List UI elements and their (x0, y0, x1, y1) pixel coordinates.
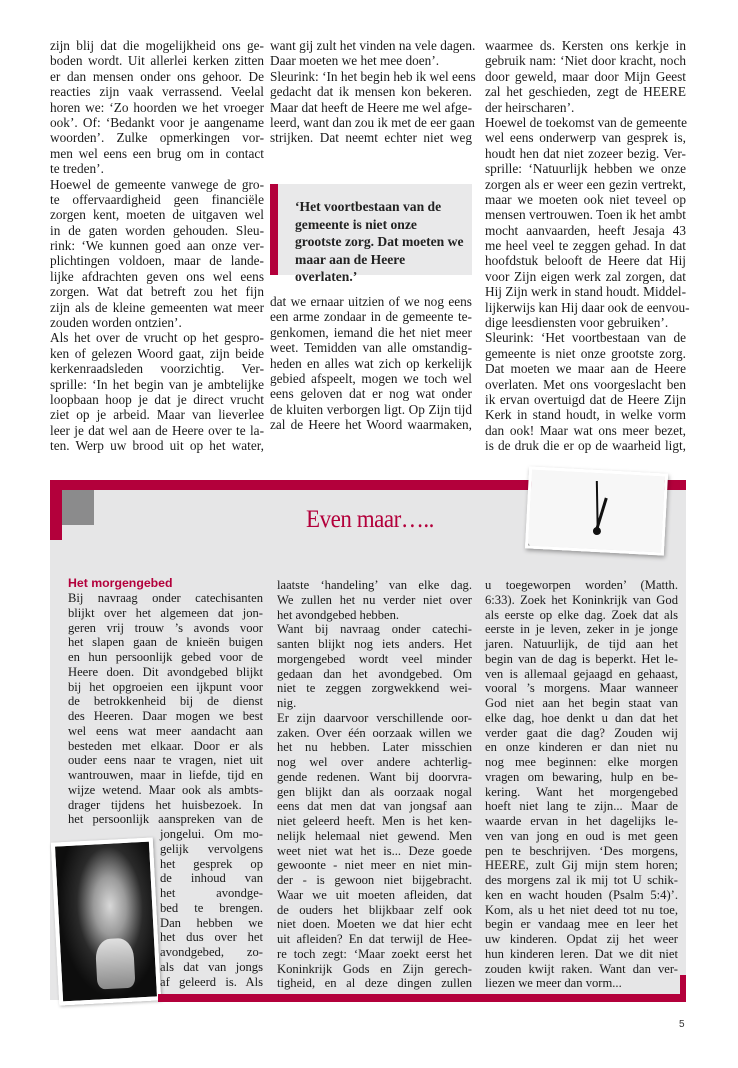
text-line: men wel eens een brug om in contact (50, 145, 264, 161)
text-line: door geweld, maar door Mijn Geest (485, 68, 686, 84)
paragraph (485, 38, 686, 115)
paragraph (277, 622, 472, 711)
text-line: overlaten. Met ons voorgeslacht ben (485, 376, 686, 392)
text-line: avondgebed, zo- (160, 945, 263, 959)
text-line: Als het over de vrucht op het gespro- (50, 330, 264, 346)
feature-bottom-bar (158, 994, 686, 1002)
paragraph (270, 294, 472, 433)
text-line: zaken. Over één oorzaak willen we (277, 725, 472, 740)
praying-girl-photo (51, 837, 161, 1005)
text-line: het avondgebed hebben. (277, 607, 400, 622)
text-line: Kom, als u het niet deed tot nu toe, (485, 902, 678, 917)
text-line: Daar moeten we het mee doen’. (270, 53, 440, 69)
text-line: als eerste op elke dag. Zoek dat als (485, 607, 678, 622)
text-line: zal het geschieden, zegt de HEERE (485, 84, 686, 100)
text-line: lijkerwijs kan Hij daar ook de eenvou- (485, 299, 690, 315)
page-number: 5 (679, 1019, 685, 1030)
text-line: genkomen, iemand die het niet meer (270, 324, 472, 340)
text-line: bij het opgroeien een ijkpunt voor (68, 679, 263, 694)
text-line: nog wel over andere achterlig- (277, 755, 472, 769)
paragraph (68, 591, 263, 827)
text-line: te offervaardigheid geen financiële (50, 191, 264, 207)
text-line: het slapen gaan de knieën buigen (68, 635, 263, 650)
text-line: bed te brengen. (160, 900, 263, 915)
text-line: hun kinderen leren. Dat we dit niet (485, 946, 678, 961)
text-line: de kluiten verborgen ligt. Op Zijn tijd (270, 401, 472, 417)
text-line: gebruik nam: ‘Niet door kracht, noch (485, 53, 686, 69)
paragraph (485, 114, 690, 331)
text-line: plichtingen voldoen, maar de lande- (50, 253, 264, 269)
text-line: vragen om bewaring, hulp en be- (485, 769, 678, 784)
text-line: boden wordt. Uit allerlei kerken zitten (50, 53, 264, 69)
text-line: morgengebed wordt veel minder (277, 651, 472, 666)
text-line: des Heeren. Daar mogen we best (68, 709, 263, 723)
text-line: u toegeworpen worden’ (Matth. (485, 578, 678, 592)
text-line: re toch zegt: ‘Maar zoekt eerst het (277, 946, 472, 961)
text-line: te treden’. (50, 161, 104, 177)
text-line: laatste ‘handeling’ van elke dag. (277, 578, 472, 592)
text-line: waarde ervan in het dagelijks le- (485, 814, 678, 828)
text-line: strijken. Dat neemt echter niet weg (270, 130, 472, 146)
text-line: Sleurink: ‘In het begin heb ik wel eens (270, 68, 476, 84)
text-line: er dan mensen onder ons gehoor. De (50, 68, 264, 84)
text-line: rink: ‘We kunnen goed aan onze ver- (50, 238, 264, 254)
text-line: het avondge- (160, 886, 263, 900)
text-line: Dan hebben we (160, 915, 263, 930)
text-line: begin er vandaag mee en leer het (485, 917, 678, 932)
text-line: geren vrij trouw ’s avonds voor (68, 620, 263, 635)
text-line: mensen vertrouwen. Toen ik het ambt (485, 207, 686, 223)
text-line: uw kinderen. Opdat zij het weer (485, 932, 678, 946)
text-line: besteden met elkaar. Door er als (68, 738, 263, 753)
paragraph (277, 711, 472, 991)
text-line: santen blijkt nog iets anders. Het (277, 637, 472, 651)
text-line: Hoewel de toekomst van de gemeente (485, 114, 687, 130)
text-line: hoeft niet lang te zijn... Maar de (485, 799, 678, 814)
text-line: zorgen kent, moeten de uitgaven wel (50, 207, 264, 223)
feature-gray-square (62, 490, 94, 525)
text-line: nelijk helemaal niet gewend. Men (277, 828, 472, 843)
text-line: weet. Temidden van alle omstandig- (270, 340, 472, 356)
text-line: leerd, want dan zou ik met de eer gaan (270, 114, 475, 130)
text-line: nig. (277, 696, 297, 710)
text-line: HEERE, zult Gij mijn stem horen; (485, 858, 678, 873)
text-line: dat we ernaar uitzien of we nog eens (270, 294, 472, 309)
article-column-1 (50, 38, 264, 454)
feature-heading: Het morgengebed (68, 576, 173, 590)
paragraph (50, 330, 264, 453)
text-line: zouden kwijt raken. Want dan ver- (485, 961, 678, 976)
pull-quote-text: ‘Het voortbestaan van de gemeente is niet onze grootste zorg. Dat moeten we maar aan de Heere overlaten.’ (295, 199, 464, 284)
text-line: kerkenraadsleden voorzichtig. Ver- (50, 361, 264, 377)
text-line: jongelui. Om mo- (160, 827, 263, 841)
text-line: ken en wacht houden (Psalm 5:4)’. (485, 887, 678, 902)
text-line: ven is allemaal gejaagd en gehaast, (485, 666, 678, 681)
text-line: Sleurink: ‘Het voortbestaan van de (485, 330, 686, 346)
text-line: der - is gewoon niet bijgebracht. (277, 873, 472, 887)
text-line: als dat van jongs (160, 959, 263, 974)
text-line: loopbaan hoop je dat je direct vrucht (50, 391, 264, 407)
text-line: gemeente is niet onze grootste zorg. (485, 345, 686, 361)
article-column-3 (485, 38, 690, 454)
text-line: zal de Heere het Woord waarmaken, (270, 417, 472, 433)
pull-quote-accent-bar (270, 184, 278, 275)
text-line: weet niet wat het is... Deze goede (277, 843, 472, 858)
text-line: en hun persoonlijk gebed voor de (68, 650, 263, 664)
text-line: dige leesdiensten voor gebruiken’. (485, 315, 669, 331)
paragraph (277, 578, 472, 622)
text-line: God niet aan het begin staat van (485, 696, 678, 710)
text-line: elke dag, hoe denkt u dan dat het (485, 710, 678, 725)
text-line: het persoonlijk aanspreken van de (68, 812, 263, 827)
text-line: wel eens onderwerp van gesprek is, (485, 130, 686, 146)
text-line: de ouders het blijkbaar zelf ook (277, 902, 472, 917)
text-line: We zullen het nu verder niet over (277, 592, 472, 607)
text-line: eerste in je leven, zeker in je jonge (485, 622, 678, 637)
text-line: reacties zijn vaak verrassend. Veelal (50, 84, 264, 100)
text-line: tigheid, en al deze dingen zullen (277, 976, 472, 991)
text-line: des morgens zal ik mij tot U schik- (485, 873, 678, 887)
text-line: maar we moeten ook niet teveel op (485, 191, 686, 207)
text-line: en onze kinderen er dan niet nu (485, 740, 678, 755)
text-line: kering. Want het morgengebed (485, 784, 678, 799)
text-line: niet geleerd heeft. Men is het ken- (277, 814, 472, 828)
paragraph (485, 330, 686, 453)
text-line: leer je dat wel aan de Heere over te la- (50, 422, 264, 438)
text-line: gelijk vervolgens (160, 841, 263, 856)
text-line: Hij Zijn werk in stand houdt. Middel- (485, 284, 686, 300)
text-line: zijn blij dat die mogelijkheid ons ge- (50, 38, 264, 53)
feature-column-2 (277, 578, 472, 991)
paragraph (270, 68, 476, 146)
text-line: gedacht dat ik mensen kon bekeren. (270, 84, 472, 100)
text-line: het nu hebben. Later misschien (277, 740, 472, 755)
text-line: gedaan dan het avondgebed. Om (277, 666, 472, 681)
paragraph (160, 827, 263, 989)
text-line: wantrouwen, maar in liefde, tijd en (68, 768, 263, 782)
text-line: nog mee beginnen: elke morgen (485, 755, 678, 769)
text-line: jaren. Natuurlijk, de tijd aan het (485, 637, 678, 651)
paragraph (50, 38, 264, 177)
text-line: Maar dat heeft de Heere me wel afge- (270, 99, 472, 115)
text-line: lijke afdrachten geven ons wel eens (50, 268, 264, 284)
text-line: horen we: ‘Zo hoorden we het vroeger (50, 99, 264, 115)
paragraph (485, 578, 678, 991)
paragraph (50, 177, 264, 331)
text-line: liezen we meer dan vorm... (485, 976, 622, 991)
text-line: gende redenen. Want bij doorvra- (277, 769, 472, 784)
text-line: begin van de dag is beperkt. Het le- (485, 651, 678, 666)
text-line: Dat moeten we maar aan de Heere (485, 361, 686, 377)
text-line: niet doen. Moeten we dat hier echt (277, 917, 472, 932)
text-line: houdt hen dat niet zozeer bezig. Ver- (485, 145, 686, 161)
text-line: Heere doen. Dit avondgebed blijkt (68, 664, 263, 679)
text-line: waarmee ds. Kersten ons kerkje in (485, 38, 686, 53)
text-line: af geleerd is. Als (160, 974, 263, 989)
text-line: voor Zijn eigen werk zal zorgen, dat (485, 268, 686, 284)
text-line: de betrokkenheid bij de dienst (68, 694, 263, 709)
text-line: het gesprek op (160, 856, 263, 871)
text-line: gen blijkt dan als oorzaak nogal (277, 784, 472, 799)
clock-photo (525, 466, 668, 555)
text-line: vooral ’s morgens. Maar wanneer (485, 681, 678, 696)
text-line: het dus over het (160, 930, 263, 945)
text-line: Hoewel de gemeente vanwege de gro- (50, 176, 264, 192)
text-line: pen te beschrijven. ‘Des morgens, (485, 843, 678, 858)
text-line: ziet op je arbeid. Maar van lieverlee (50, 407, 264, 423)
text-line: want gij zult het vinden na vele dagen. (270, 38, 476, 53)
text-line: heden en alles wat zich op kerkelijk (270, 355, 472, 371)
text-line: zorgen als er weer een gezin vertrekt, (485, 176, 686, 192)
text-line: Er zijn daarvoor verschillende oor- (277, 710, 472, 725)
text-line: uit afleiden? En dat terwijl de Hee- (277, 932, 472, 946)
paragraph (270, 38, 476, 69)
text-line: Waar we uit moeten afleiden, dat (277, 887, 472, 902)
text-line: me heel veel te zeggen gehad. In dat (485, 238, 686, 254)
text-line: sprille: ‘In het begin van je ambtelijke (50, 376, 264, 392)
text-line: dan ook! Maar wat ons meer bezet, (485, 422, 686, 438)
text-line: verder gaat die dag? Zouden wij (485, 725, 678, 740)
text-line: wijze wetend. Maar ook als ambts- (68, 782, 263, 797)
text-line: mocht aanvaarden, heeft Jesaja 43 (485, 222, 686, 238)
text-line: wel eens wat meer aandacht aan (68, 723, 263, 738)
text-line: ook’. Of: ‘Bedankt voor je aangename (50, 114, 264, 130)
folded-hands (95, 938, 136, 990)
text-line: 6:33). Zoek het Koninkrijk van God (485, 592, 678, 607)
text-line: woorden’. Zulke opmerkingen vor- (50, 130, 264, 146)
text-line: de inhoud van (160, 871, 263, 886)
text-line: blijkt over het algemeen dat jon- (68, 605, 263, 620)
text-line: drager tijdens het huisbezoek. In (68, 797, 263, 812)
text-line: eens dat men dat van jongsaf aan (277, 799, 472, 814)
feature-left-bar (50, 480, 62, 540)
article-column-2-bottom (270, 294, 472, 433)
text-line: ouder eens naar te vragen, niet uit (68, 753, 263, 768)
text-line: Want bij navraag onder catechi- (277, 622, 472, 637)
text-line: gebied afspeelt, mogen we toch wel (270, 370, 472, 386)
text-line: ten. Werp uw brood uit op het water, (50, 438, 264, 454)
text-line: Koninkrijk Gods en Zijn gerech- (277, 961, 472, 976)
feature-column-3 (485, 578, 678, 991)
text-line: ken of gelezen Woord gaat, zijn beide (50, 345, 264, 361)
text-line: sprille: ‘Natuurlijk hebben we onze (485, 161, 686, 177)
text-line: een arme zondaar in de gemeente te- (270, 309, 472, 325)
text-line: Kerk in stand houdt, in welke vorm (485, 407, 686, 423)
text-line: in de gaten worden gehouden. Sleu- (50, 222, 264, 238)
pull-quote (270, 184, 472, 284)
text-line: gewoonte - niet meer en niet min- (277, 858, 472, 873)
feature-right-bar (680, 975, 686, 1002)
text-line: der heirscharen’. (485, 99, 575, 115)
text-line: hoofdstuk belooft de Heere dat Hij (485, 253, 686, 269)
feature-title: Even maar….. (306, 506, 434, 533)
text-line: zorgen. Wat dat betreft zou het fijn (50, 284, 264, 300)
text-line: ven van jong en oud is met geen (485, 828, 678, 843)
text-line: niet te zeggen zorgwekkend wei- (277, 681, 472, 696)
text-line: zijn als de kleine gemeenten wat meer (50, 299, 264, 315)
text-line: zouden worden ontzien’. (50, 315, 182, 331)
article-column-2-top (270, 38, 476, 146)
text-line: is de druk die er op de waarheid ligt, (485, 438, 686, 454)
text-line: eens geloven dat er nog wat onder (270, 386, 472, 402)
text-line: ik ervan overtuigd dat de Heere Zijn (485, 391, 686, 407)
text-line: Bij navraag onder catechisanten (68, 591, 263, 605)
